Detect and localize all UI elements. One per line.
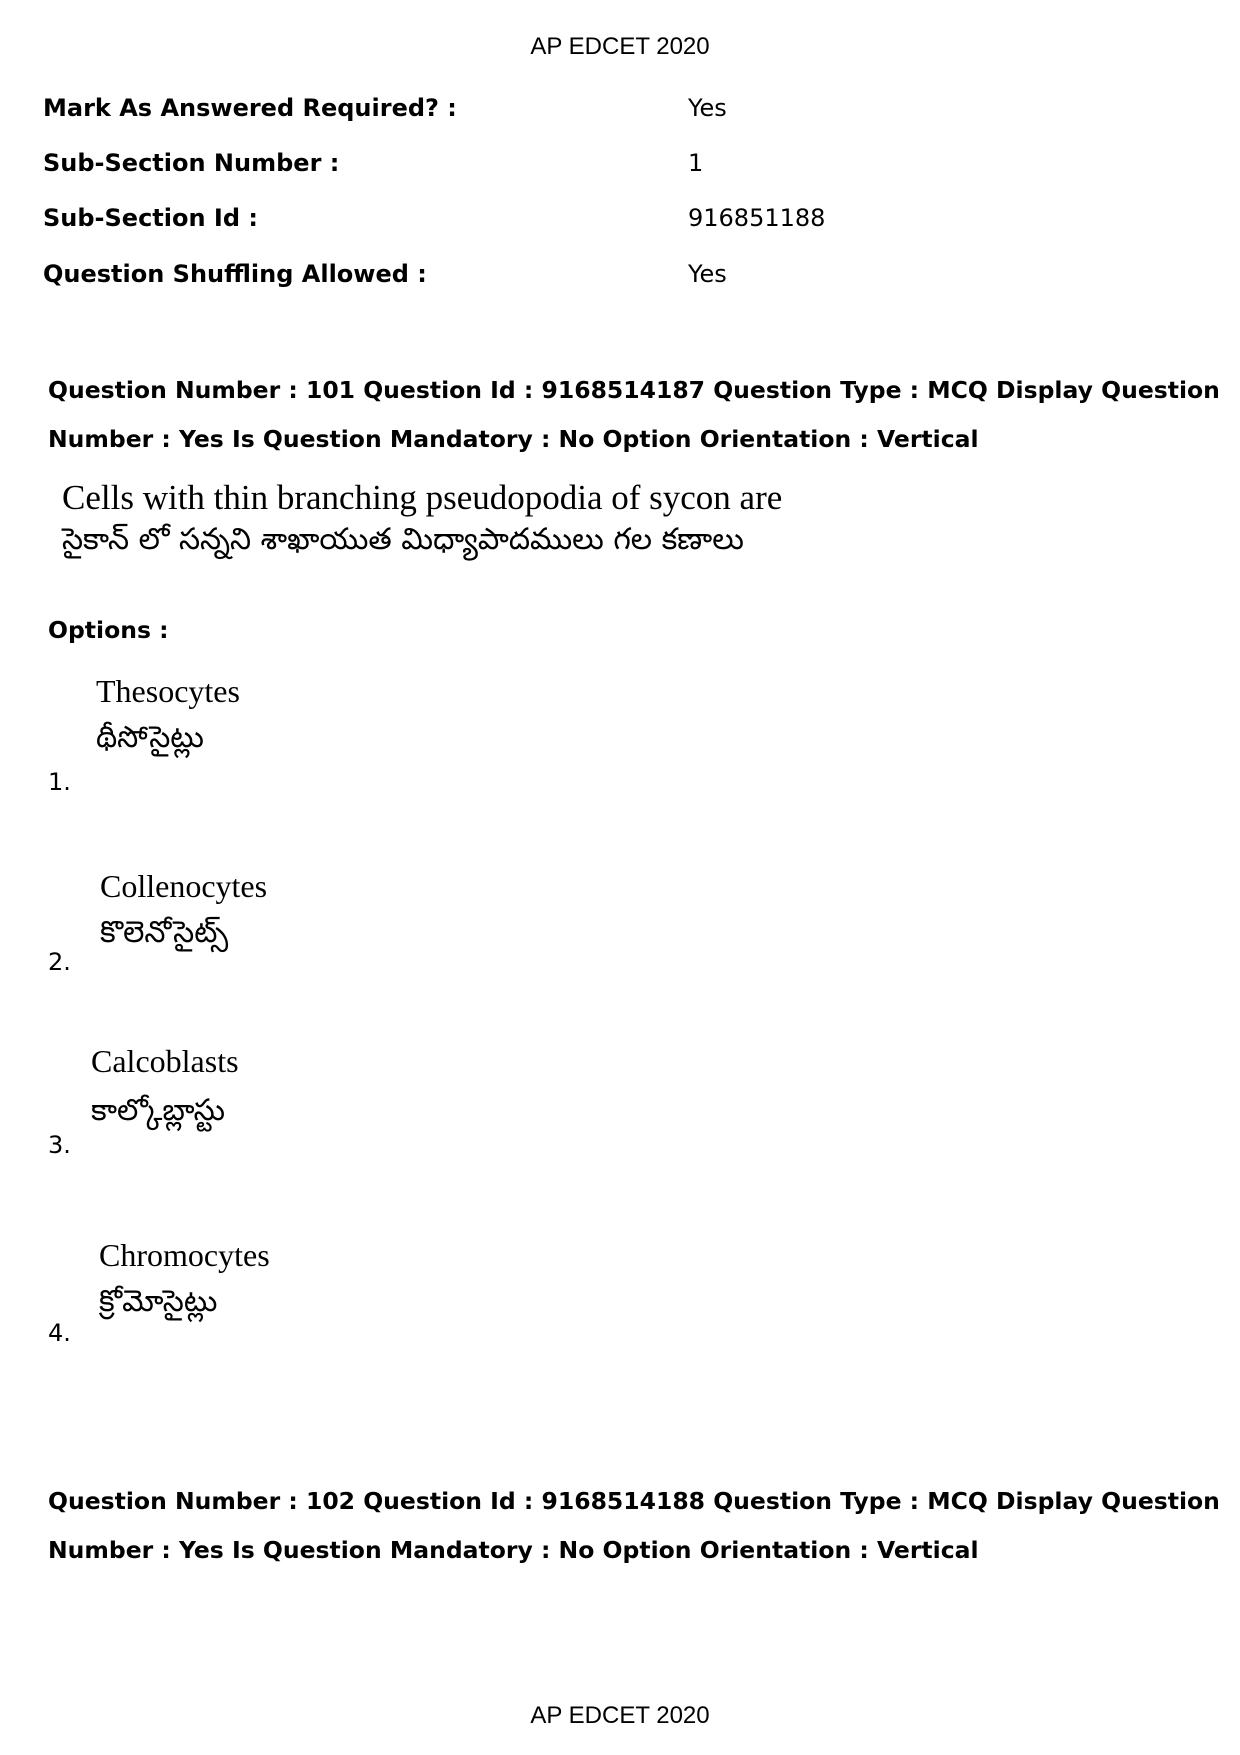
page-header: AP EDCET 2020 bbox=[530, 33, 710, 60]
question-102-info-line-2: Number : Yes Is Question Mandatory : No Option Orientation : Vertical bbox=[48, 1536, 979, 1564]
meta-value-question-shuffling: Yes bbox=[688, 260, 727, 288]
meta-value-mark-as-answered: Yes bbox=[688, 94, 727, 122]
option-1-number: 1. bbox=[48, 768, 71, 796]
option-1-text-english: Thesocytes bbox=[96, 673, 240, 709]
option-4-text-english: Chromocytes bbox=[99, 1237, 270, 1273]
options-label: Options : bbox=[48, 616, 169, 644]
meta-label-question-shuffling: Question Shuffling Allowed : bbox=[43, 260, 427, 288]
question-101-info-line-2: Number : Yes Is Question Mandatory : No Option Orientation : Vertical bbox=[48, 425, 979, 453]
option-4-number: 4. bbox=[48, 1319, 71, 1347]
option-3-text-english: Calcoblasts bbox=[91, 1043, 239, 1079]
question-102-info-line-1: Question Number : 102 Question Id : 9168514188 Question Type : MCQ Display Question bbox=[48, 1487, 1220, 1515]
question-101-info-line-1: Question Number : 101 Question Id : 9168514187 Question Type : MCQ Display Question bbox=[48, 376, 1220, 404]
option-3-text-telugu: కాల్కోబ్లాస్టు bbox=[91, 1093, 226, 1128]
option-1-text-telugu: థీసోసైట్లు bbox=[96, 720, 204, 755]
option-2-text-telugu: కొలెనోసైట్స్ bbox=[100, 915, 229, 950]
meta-value-subsection-id: 916851188 bbox=[688, 204, 826, 232]
option-3-number: 3. bbox=[48, 1131, 71, 1159]
page-footer: AP EDCET 2020 bbox=[530, 1702, 710, 1729]
option-2-number: 2. bbox=[48, 948, 71, 976]
option-4-text-telugu: క్రోమోసైట్లు bbox=[99, 1284, 218, 1319]
question-101-text-english: Cells with thin branching pseudopodia of sycon are bbox=[62, 478, 783, 517]
meta-label-subsection-number: Sub-Section Number : bbox=[43, 149, 340, 177]
meta-value-subsection-number: 1 bbox=[688, 149, 704, 177]
meta-label-subsection-id: Sub-Section Id : bbox=[43, 204, 258, 232]
question-101-text-telugu: సైకాన్ లో సన్నని శాఖాయుత మిధ్యాపాదములు గల కణాలు bbox=[62, 522, 744, 557]
meta-label-mark-as-answered: Mark As Answered Required? : bbox=[43, 94, 457, 122]
option-2-text-english: Collenocytes bbox=[100, 868, 268, 904]
